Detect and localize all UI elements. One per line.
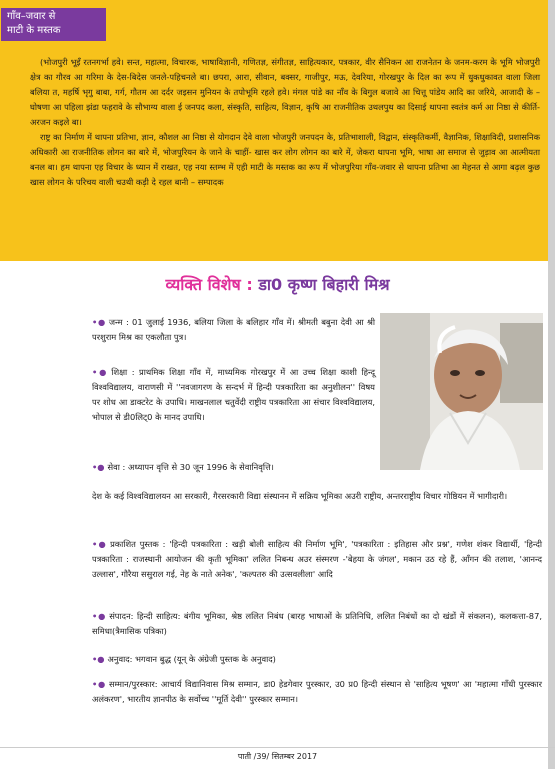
bullet-icon: •● [92, 539, 108, 549]
editor-intro [30, 55, 540, 190]
bullet-icon: •● [92, 367, 109, 377]
editing-text: संपादन: हिन्दी साहित्य: बंगीय भूमिका, श्रेष्ठ ललित निबंध (बारह भाषाओं के प्रतिनिधि, ललित निबंधों का दो खंडों में संकलन), कलकत्ता-87, समिधा(त्रैमासिक पत्रिका) [92, 611, 543, 636]
section-education [92, 365, 375, 425]
bullet-icon: •● [92, 462, 105, 472]
section-service [92, 460, 375, 475]
portrait-photo [380, 313, 543, 470]
bullet-icon: •● [92, 654, 105, 664]
footer-rule [0, 747, 555, 748]
section-editing [92, 609, 542, 639]
translation-text: अनुवाद: भगवान बुद्ध (यून् के अंग्रेजी पुस्तक के अनुवाद) [107, 654, 276, 664]
column-tag-line2: माटी के मस्तक [7, 25, 61, 36]
section-books [92, 537, 542, 582]
bullet-icon: •● [92, 611, 107, 621]
intro-paragraph-1: (भोजपुरी भूइँ रतनगर्भा हवे। सन्त, महात्मा, विचारक, भाषाविज्ञानी, गणितज्ञ, संगीतज्ञ, साहित्यकार, पत्रकार, वीर सैनिकन आ राजनेतन के जनम-करम के भूमि भोजपुरी क्षेत्र का गौरव आ गरिमा के देस-बिदेस जनले-पहिचनले बा। छपरा, आरा, सीवान, बक्सर, गाजीपुर, मऊ, देवरिया, गोरखपुर के दिल का रूप में धुकधुकावत वाला जिला बलिया त, महर्षि भृगु बाबा, गर्ग, गौतम आ दर्दर जइसन मुनियन के तपोभूमि रहले हवे। मंगल पांडे का नाँव के बिगुल बजावे आ चित्तू पांडेय आदि का जरिये, आजादी के – घोषणा आ पहिला झंडा फहरावे के सौभाग्य वाला ई जनपद कला, संस्कृति, साहित्य, विज्ञान, कृषि आ राजनीतिक उथलपुथ का दिसाई थापना स्वतंत्र कर्म आ निष्ठा से कीर्ति-अरजन कइले बा। [30, 57, 540, 127]
column-tag-line1: गाँव–जवार से [7, 11, 56, 22]
education-text: शिक्षा : प्राथमिक शिक्षा गाँव में, माध्यमिक गोरखपुर में आ उच्च शिक्षा काशी हिन्दू विश्वविद्यालय, वाराणसी में ''नवजागरण के सन्दर्भ में हिन्दी पत्रकारिता का अनुशीलन'' विषय पर शोध आ डाक्टरेट के उपाधि। माखनलाल चतुर्वेदी राष्ट्रीय पत्रकारिता आ संचार विश्वविद्यालय, भोपाल से डी0लिट्0 के मानद उपाधि। [92, 367, 375, 422]
service-cont-text: देश के कई विश्वविद्यालयन आ सरकारी, गैरसरकारी विद्या संस्थानन में सक्रिय भूमिका अउरी राष्ट्रीय, अन्तरराष्ट्रीय विचार गोष्ठियन में भागीदारी। [92, 491, 508, 501]
title-label: व्यक्ति विशेष : [165, 275, 253, 294]
section-birth [92, 315, 375, 345]
birth-text: जन्म : 01 जुलाई 1936, बलिया जिला के बलिहार गाँव में। श्रीमती बबुना देवी आ श्री परशुराम मिश्र का एकलौता पुत्र। [92, 317, 375, 342]
service-text: सेवा : अध्यापन वृत्ति से 30 जून 1996 के सेवानिवृत्ति। [107, 462, 274, 472]
books-text: प्रकाशित पुस्तक : 'हिन्दी पत्रकारिता : खड़ी बोली साहित्य की निर्माण भूमि', 'पत्रकारिता : इतिहास और प्रश्न', गणेश शंकर विद्यार्थी, 'हिन्दी पत्रकारिता : राजस्थानी आयोजन की कृती भूमिका' ललित निबन्ध अउर संस्मरण -'बेहया के जंगल', मकान उठ रहे हैं, आँगन की तलाश, 'आनन्द उल्लास', गौरैया ससुराल गई, नेह के नाते अनेक', 'कल्पतरु की उत्सवलीला' आदि [92, 539, 542, 579]
section-awards [92, 677, 542, 707]
title-name: डा0 कृष्ण बिहारी मिश्र [258, 275, 390, 294]
bullet-icon: •● [92, 679, 106, 689]
page-edge [548, 0, 555, 769]
portrait-illustration [380, 313, 543, 470]
section-service-cont [92, 489, 542, 504]
bullet-icon: •● [92, 317, 106, 327]
section-translation [92, 652, 542, 667]
page-footer: पाती /39/ सितम्बर 2017 [237, 752, 318, 761]
column-tag [1, 8, 106, 41]
profile-title [0, 273, 555, 295]
intro-paragraph-2: राष्ट्र का निर्माण में थापना प्रतिभा, ज्ञान, कौशल आ निष्ठा से योगदान देवे वाला भोजपुरी जनपदन के, प्रतिभाशाली, विद्वान, संस्कृतिकर्मी, वैज्ञानिक, शिक्षाविदी, प्रशासनिक अधिकारी आ राजनीतिक लोगन का बारे में, भोजपुरियन के जाने के चाहीं- खास कर लोग लोगन का बारे में, जेकरा थापना भूमि, भाषा आ समाज से जुड़ाव आ आत्मीयता बनल बा। हम थापना एह विचार के ध्यान में राखत, एह नया स्तम्भ में एही माटी के मस्तक का रूप में भोजपुरिया गाँव-जवार से थापना प्रतिभा आ मेहनत से आगा बढ़ल कुछ खास लोगन के परिचय वाली चउथी कड़ी दे रहल बानी – सम्पादक [30, 132, 540, 187]
awards-text: सम्मान/पुरस्कार: आचार्य विद्यानिवास मिश्र सम्मान, डा0 हेडगेवार पुरस्कार, उ0 प्र0 हिन्दी संस्थान से 'साहित्य भूषण' आ 'महात्मा गाँधी पुरस्कार अलंकरण', भारतीय ज्ञानपीठ के सर्वोच्च ''मूर्ति देवी'' पुरस्कार सम्मान। [92, 679, 542, 704]
